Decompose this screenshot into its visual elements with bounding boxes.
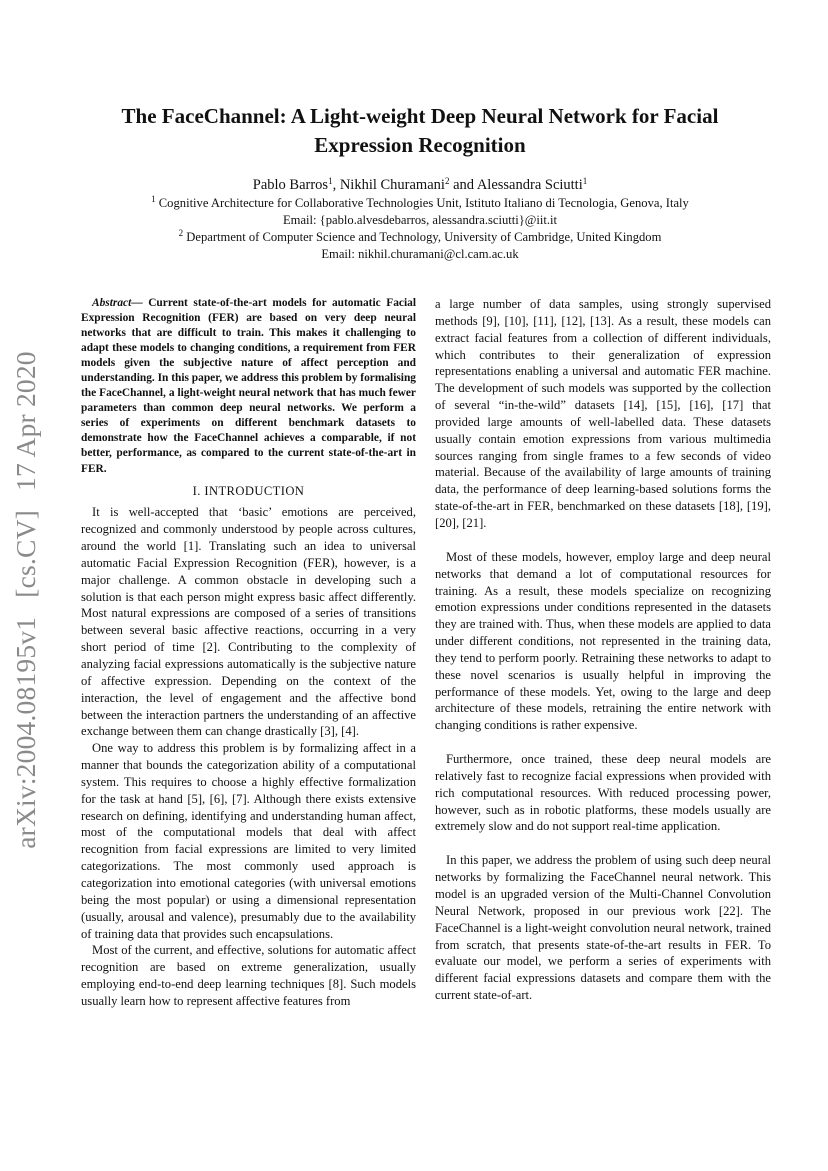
affil-text: Department of Computer Science and Technology, University of Cambridge, United Kingdom — [183, 230, 662, 244]
paragraph-gap — [435, 835, 771, 852]
title-line-2: Expression Recognition — [314, 133, 526, 157]
section-heading-introduction: I. INTRODUCTION — [192, 483, 305, 498]
paragraph: It is well-accepted that ‘basic’ emotions are perceived, recognized and commonly understood by people across cultures, around the world [1]. Translating such an idea to universal automatic Facial Expression Recognition (FER), however, is a major challenge. A common obstacle in developing such a solution is that each person might express basic affect differently. Most natural expressions are composed of a series of transitions between several basic affective reactions, occurring in a very short period of time [2]. Contributing to the complexity of analyzing facial expressions automatically is the subjective nature of affective expression. Depending on the context of the interaction, the level of engagement and the affective bond between the interaction partners the understanding of an affective exchange between them can change drastically [3], [4]. — [81, 505, 416, 739]
author-list — [80, 175, 760, 195]
author-name: Nikhil Churamani — [339, 177, 445, 193]
author-name: Pablo Barros — [252, 177, 329, 193]
paragraph-gap — [435, 734, 771, 751]
right-column — [435, 296, 771, 1004]
abstract-label: Abstract — [92, 297, 132, 309]
paragraph-gap — [435, 532, 771, 549]
arxiv-id: arXiv:2004.08195v1 — [10, 616, 41, 849]
title-line-1: The FaceChannel: A Light-weight Deep Neural Network for Facial — [121, 104, 719, 128]
affil-mark: 2 — [178, 228, 184, 238]
paragraph: Most of these models, however, employ large and deep neural networks that demand a lot of computational resources for training. As a result, these models specialize on recognizing emotion expressions under conditions represented in the datasets they are trained with. Thus, when these models are applied to data under different conditions, not represented in the training data, they tend to perform poorly. Retraining these networks to adapt to these novel scenarios is usually helpful in improving the performance of these models. Yet, owing to the large and deep architecture of these models, retraining the entire network with changing conditions is rather expensive. — [435, 549, 771, 733]
paragraph: Most of the current, and effective, solutions for automatic affect recognition are based on extreme generalization, usually employing end-to-end deep learning techniques [8]. Such models usually learn how to represent affective features from — [81, 943, 416, 1008]
arxiv-identifier-stamp — [10, 340, 42, 860]
arxiv-category: [cs.CV] — [10, 510, 41, 598]
affil-email: Email: nikhil.churamani@cl.cam.ac.uk — [321, 247, 519, 261]
paragraph: In this paper, we address the problem of using such deep neural networks by formalizing the FaceChannel neural network. This model is an upgraded version of the Multi-Channel Convolution Neural Network, proposed in our previous work [22]. The FaceChannel is a light-weight convolution neural network, trained from scratch, that presents state-of-the-art results in FER. To evaluate our model, we perform a series of experiments with different facial expressions datasets and compare them with the current state-of-art. — [435, 853, 771, 1003]
affil-text: Cognitive Architecture for Collaborative Technologies Unit, Istituto Italiano di Tecnologia, Genova, Italy — [155, 196, 689, 210]
author-affil-mark: 2 — [444, 176, 450, 186]
arxiv-date: 17 Apr 2020 — [10, 351, 41, 491]
affil-email: Email: {pablo.alvesdebarros, alessandra.sciutti}@iit.it — [282, 213, 558, 227]
author-affil-mark: 1 — [582, 176, 588, 186]
abstract — [81, 296, 416, 477]
author-name: Alessandra Sciutti — [476, 177, 583, 193]
affiliation-2 — [80, 229, 760, 246]
affiliation-2-email — [80, 246, 760, 263]
paragraph: Furthermore, once trained, these deep neural models are relatively fast to recognize facial expressions when provided with rich computational resources. With reduced processing power, however, such as in robotic platforms, these models usually are extremely slow and do not support real-time application. — [435, 752, 771, 834]
affiliation-1-email — [80, 212, 760, 229]
paragraph: a large number of data samples, using strongly supervised methods [9], [10], [11], [12], [13]. As a result, these models can extract facial features from a collection of different individuals, which contributes to their generalization of expression representations enabling a universal and automatic FER machine. The development of such models was supported by the collection of several “in-the-wild” datasets [14], [15], [16], [17] that provided large amounts of well-labelled data. These datasets usually contain emotion expressions from various multimedia sources ranging from single frames to a few seconds of video material. Because of the availability of large amounts of training data, the performance of deep learning-based solutions forms the state-of-the-art in FER, benchmarked on these datasets [18], [19], [20], [21]. — [435, 297, 771, 530]
author-separator: , — [332, 177, 340, 193]
affil-mark: 1 — [151, 194, 156, 204]
paper-title — [80, 102, 760, 160]
author-affil-mark: 1 — [328, 176, 333, 186]
paragraph: One way to address this problem is by formalizing affect in a manner that bounds the categorization ability of a computational system. This requires to choose a highly effective formalization for the task at hand [5], [6], [7]. Although there exists extensive research on defining, identifying and understanding human affect, most of the computational models that deal with affect recognition from facial expressions are limited to very limited categorizations. The most commonly used approach is categorization into emotional categories (with universal emotions being the most popular) or using a dimensional representation (usually, arousal and valence), presumably due to the availability of training data that provides such encapsulations. — [81, 741, 416, 941]
author-separator: and — [449, 177, 477, 193]
affiliation-1 — [80, 195, 760, 212]
abstract-text: Current state-of-the-art models for automatic Facial Expression Recognition (FER) are based on very deep neural networks that are difficult to train. This makes it challenging to adapt these models to changing conditions, a requirement from FER models given the subjective nature of affect perception and understanding. In this paper, we address this problem by formalising the FaceChannel, a light-weight neural network that has much fewer parameters than common deep neural networks. We perform a series of experiments on different benchmark datasets to demonstrate how the FaceChannel achieves a comparable, if not better, performance, as compared to the current state-of-the-art in FER. — [81, 297, 416, 475]
abstract-dash: — — [131, 297, 149, 309]
left-column — [81, 296, 416, 1010]
